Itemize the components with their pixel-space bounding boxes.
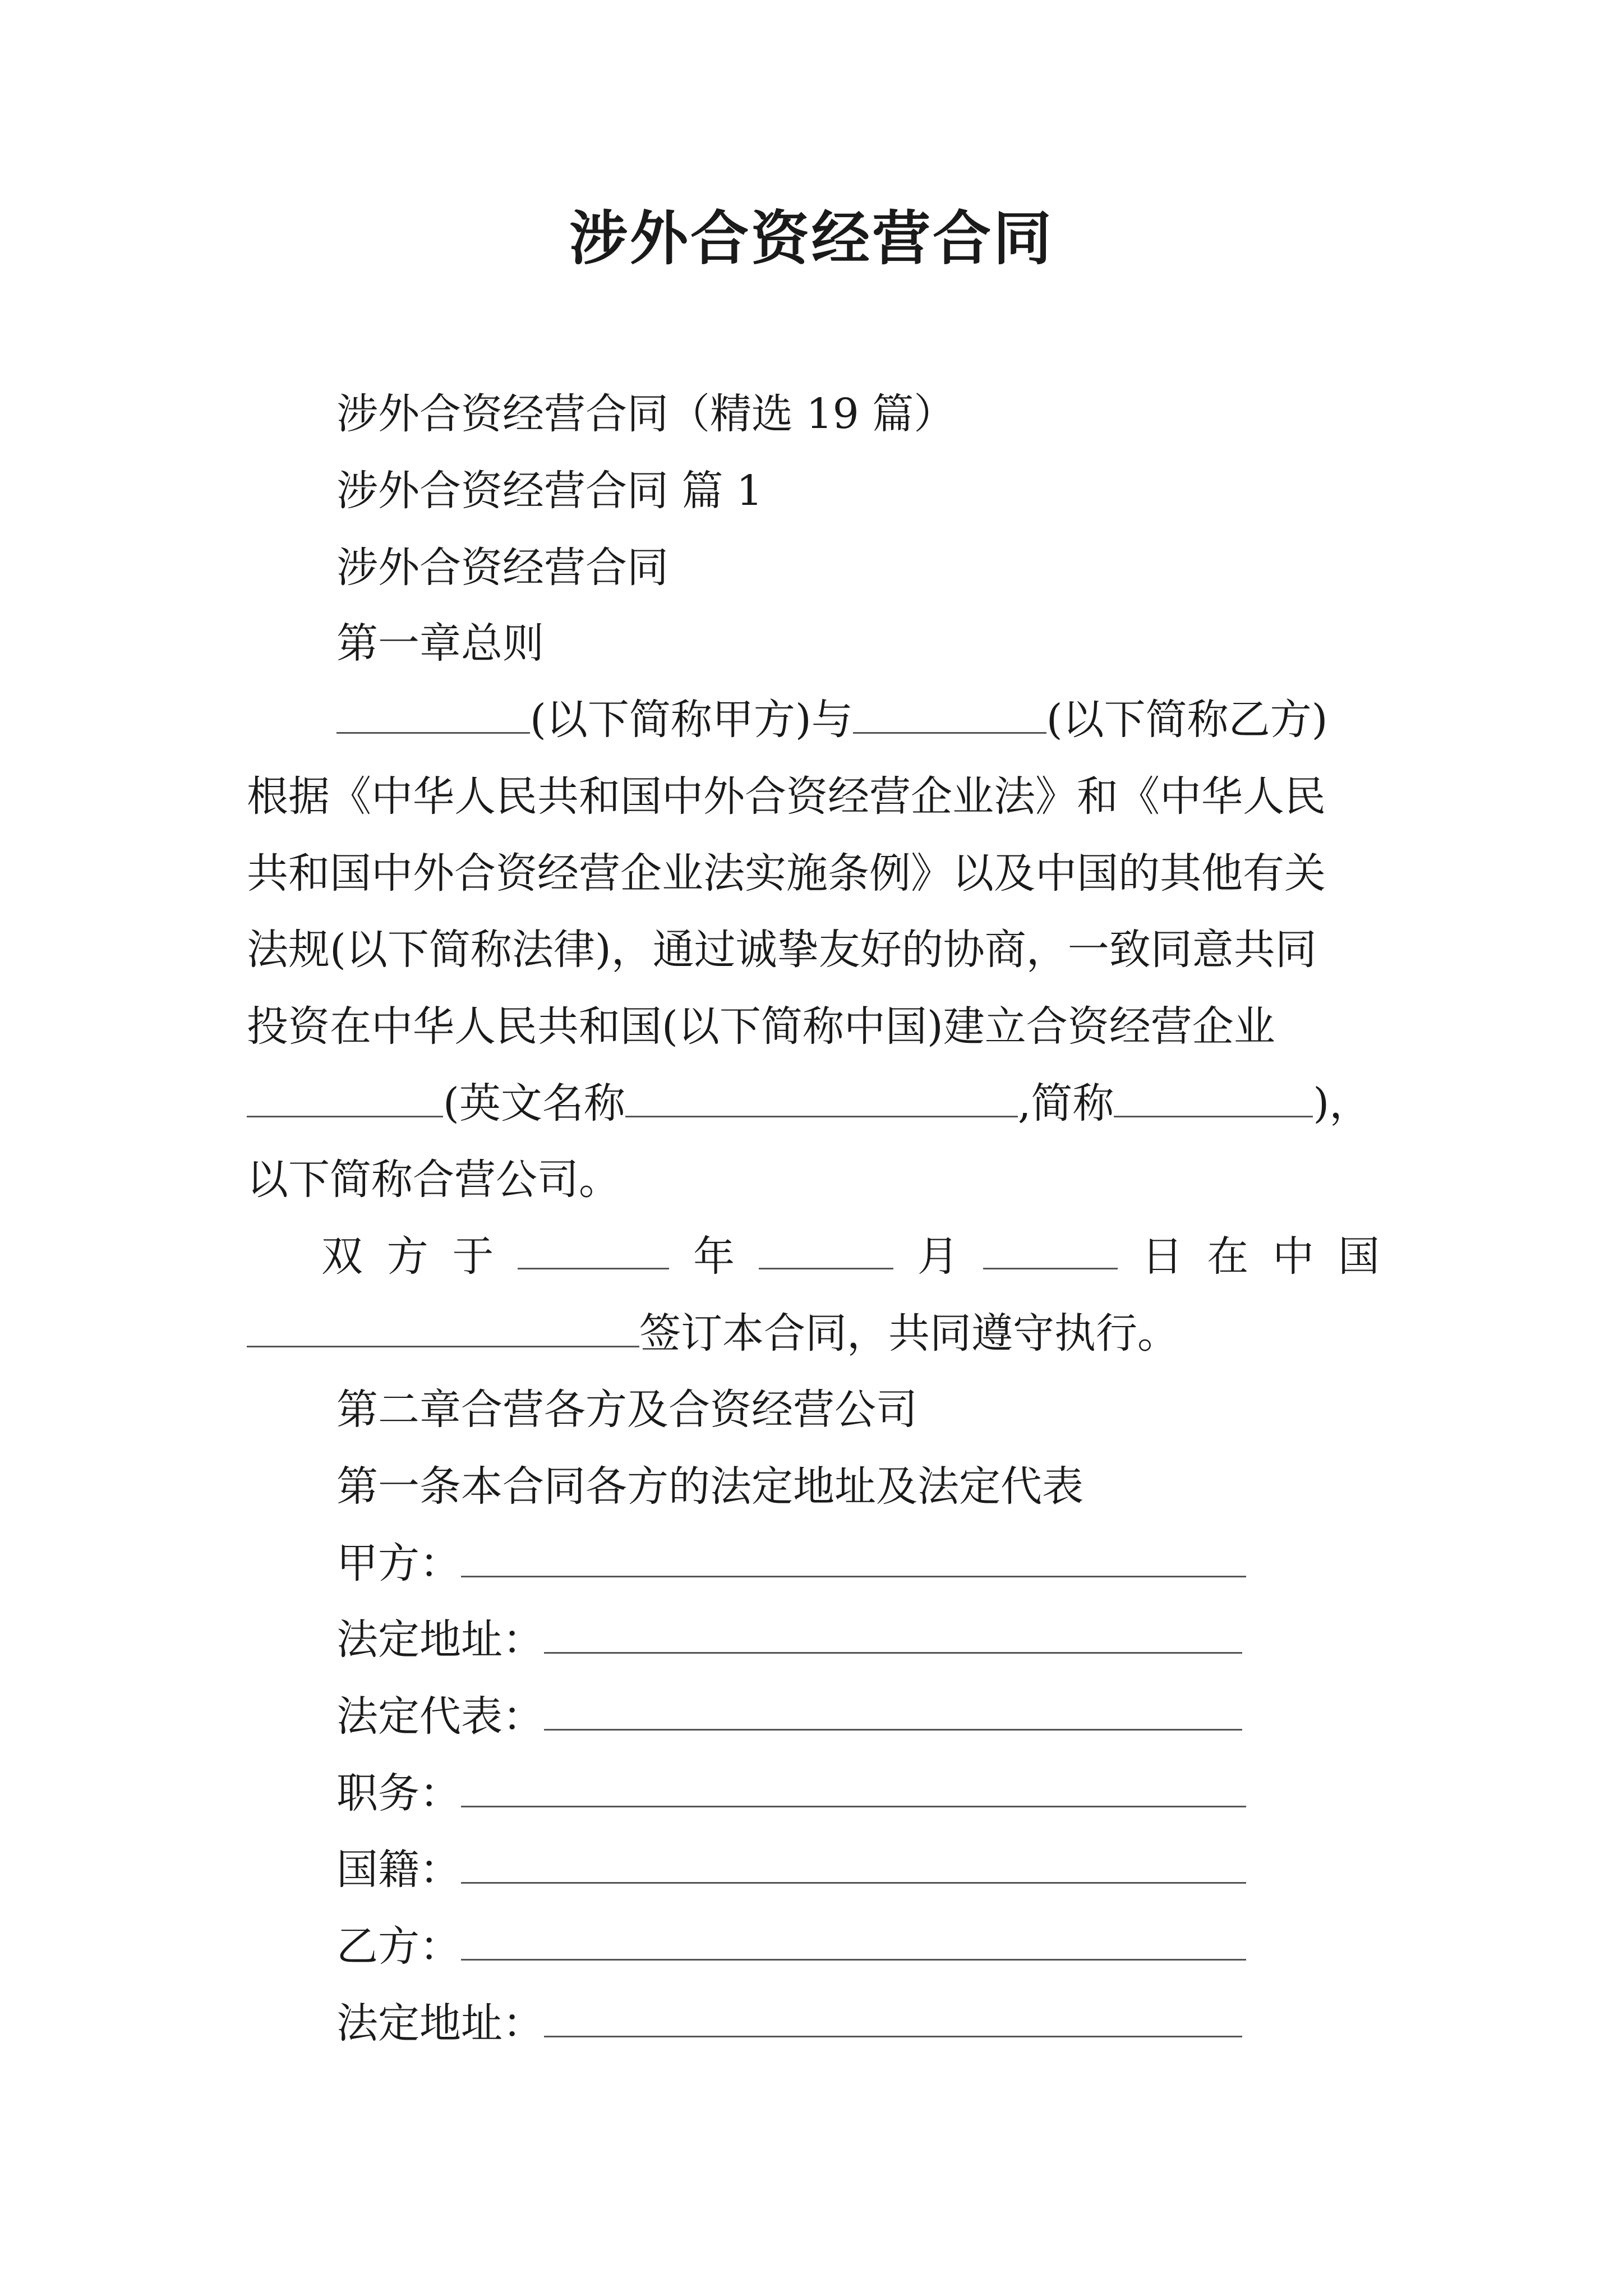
paragraph-text: (以下简称乙方) xyxy=(1046,696,1328,744)
paragraph-line: 根据《中华人民共和国中外合资经营企业法》和《中华人民 xyxy=(247,772,1326,821)
field-label: 甲方： xyxy=(336,1539,461,1588)
field-input-line[interactable] xyxy=(461,1843,1246,1884)
blank-field[interactable] xyxy=(983,1228,1118,1269)
blank-field[interactable] xyxy=(247,1076,443,1117)
article-heading: 第一条本合同各方的法定地址及法定代表 xyxy=(336,1462,1083,1511)
paragraph-char: 中 xyxy=(1272,1232,1315,1281)
subtitle-line: 涉外合资经营合同（精选 19 篇） xyxy=(336,390,956,438)
paragraph-line: 法规(以下简称法律)，通过诚挚友好的协商，一致同意共同 xyxy=(247,926,1317,974)
blank-field[interactable] xyxy=(853,693,1046,734)
paragraph-char: 年 xyxy=(693,1232,735,1281)
paragraph-line: 以下简称合营公司。 xyxy=(247,1156,620,1204)
paragraph-char: 方 xyxy=(386,1232,428,1281)
field-label: 国籍： xyxy=(336,1846,461,1894)
paragraph-line: 共和国中外合资经营企业法实施条例》以及中国的其他有关 xyxy=(247,849,1326,898)
form-field-row xyxy=(336,1535,1246,1591)
paragraph-text: (英文名称 xyxy=(443,1079,625,1128)
field-label: 法定地址： xyxy=(336,1616,544,1664)
paragraph-text: )， xyxy=(1313,1079,1371,1128)
blank-field[interactable] xyxy=(247,1306,639,1347)
paragraph-line xyxy=(336,692,1328,748)
blank-field[interactable] xyxy=(625,1076,1018,1117)
paragraph-char: 双 xyxy=(321,1232,363,1281)
chapter-heading: 第二章合营各方及合资经营公司 xyxy=(336,1386,917,1434)
field-label: 法定地址： xyxy=(336,1999,544,2047)
paragraph-line: 投资在中华人民共和国(以下简称中国)建立合资经营企业 xyxy=(247,1002,1275,1051)
section-heading: 涉外合资经营合同 篇 1 xyxy=(336,467,763,515)
field-input-line[interactable] xyxy=(544,1613,1242,1654)
paragraph-line xyxy=(247,1228,1380,1285)
paragraph-line xyxy=(247,1075,1371,1131)
paragraph-char: 国 xyxy=(1338,1232,1380,1281)
field-input-line[interactable] xyxy=(461,1766,1246,1807)
paragraph-char: 于 xyxy=(452,1232,494,1281)
form-field-row xyxy=(336,1842,1246,1898)
field-label: 法定代表： xyxy=(336,1692,544,1741)
form-field-row xyxy=(336,1765,1246,1821)
paragraph-text: 签订本合同，共同遵守执行。 xyxy=(639,1309,1179,1358)
field-label: 乙方： xyxy=(336,1922,461,1971)
form-field-row xyxy=(336,1918,1246,1975)
chapter-heading: 第一章总则 xyxy=(336,619,544,668)
paragraph-char: 月 xyxy=(917,1232,959,1281)
form-field-row xyxy=(336,1612,1242,1668)
form-field-row xyxy=(336,1688,1242,1745)
document-title: 涉外合资经营合同 xyxy=(569,204,1054,273)
paragraph-text: ,简称 xyxy=(1017,1079,1114,1128)
paragraph-char: 日 xyxy=(1141,1232,1183,1281)
blank-field[interactable] xyxy=(759,1228,893,1269)
blank-field[interactable] xyxy=(336,693,530,734)
field-input-line[interactable] xyxy=(461,1920,1246,1961)
paragraph-char: 在 xyxy=(1207,1232,1249,1281)
blank-field[interactable] xyxy=(518,1228,669,1269)
field-input-line[interactable] xyxy=(544,1996,1242,2037)
blank-field[interactable] xyxy=(1114,1076,1313,1117)
field-input-line[interactable] xyxy=(461,1536,1246,1577)
paragraph-text: (以下简称甲方)与 xyxy=(530,696,853,744)
contract-name-line: 涉外合资经营合同 xyxy=(336,544,668,592)
form-field-row xyxy=(336,1995,1242,2051)
paragraph-line xyxy=(247,1305,1179,1361)
field-label: 职务： xyxy=(336,1769,461,1818)
field-input-line[interactable] xyxy=(544,1690,1242,1731)
